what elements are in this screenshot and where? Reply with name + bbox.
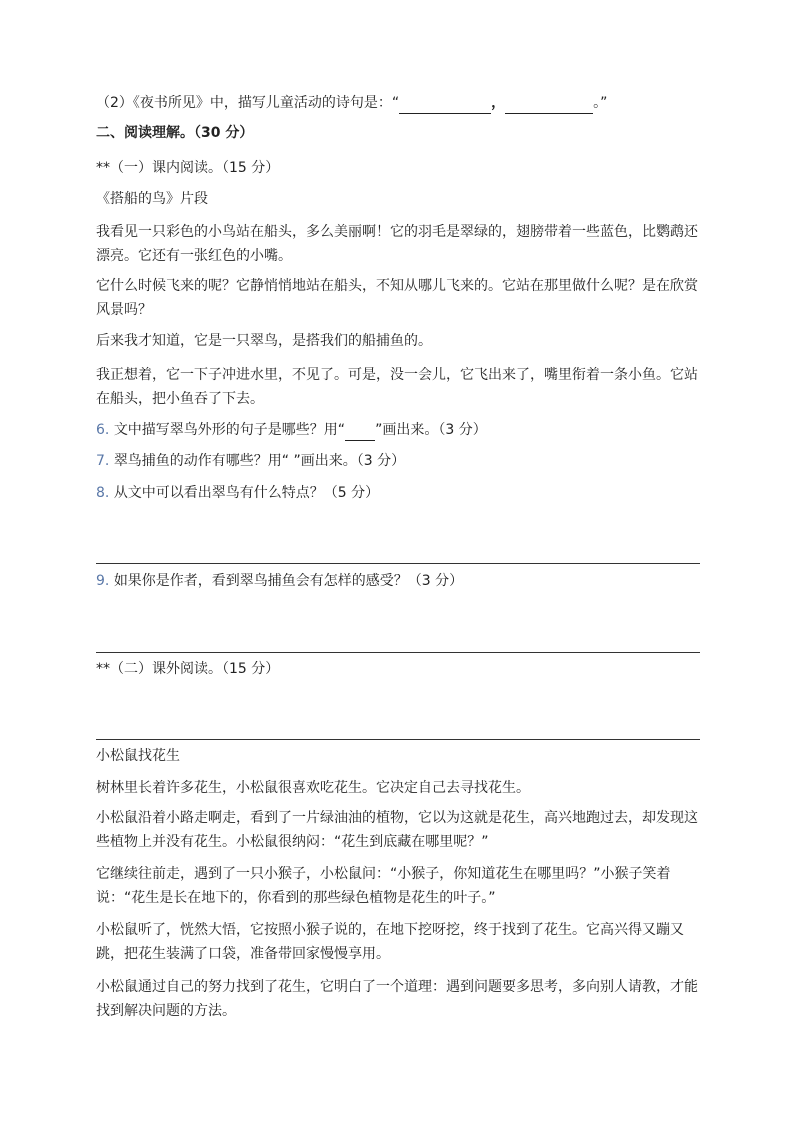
question-7-text: 翠鸟捕鱼的动作有哪些？用“ ”画出来。（3 分） — [113, 453, 406, 469]
question-8-text: 从文中可以看出翠鸟有什么特点？（5 分） — [113, 485, 380, 501]
passage-2-paragraph-5: 小松鼠通过自己的努力找到了花生，它明白了一个道理：遇到问题要多思考，多向别人请教，才能找到解决问题的方法。 — [96, 979, 698, 1019]
question-6 — [96, 419, 487, 441]
question-8-number: 8. — [96, 485, 110, 501]
question-8 — [96, 482, 379, 504]
passage-1-paragraph-3: 后来我才知道，它是一只翠鸟，是搭我们的船捕鱼的。 — [96, 333, 432, 349]
divider-line — [96, 739, 700, 740]
question-6-text-b: ”画出来。（3 分） — [375, 422, 487, 438]
section-2-title: 二、阅读理解。（30 分） — [96, 125, 254, 141]
question-2-line — [96, 92, 607, 114]
underline-mark-sample — [345, 426, 375, 441]
part-1-title: **（一）课内阅读。（15 分） — [96, 160, 280, 176]
question-9-text: 如果你是作者，看到翠鸟捕鱼会有怎样的感受？（3 分） — [113, 573, 464, 589]
question-6-text-a: 文中描写翠鸟外形的句子是哪些？用“ — [113, 422, 346, 438]
passage-1-title: 《搭船的鸟》片段 — [96, 191, 208, 207]
question-2-suffix: 。” — [593, 95, 608, 111]
question-2-prefix: （2）《夜书所见》中，描写儿童活动的诗句是：“ — [96, 95, 400, 111]
answer-blank-2[interactable] — [505, 97, 593, 114]
passage-2-paragraph-1: 树林里长着许多花生，小松鼠很喜欢吃花生。它决定自己去寻找花生。 — [96, 780, 530, 796]
question-6-number: 6. — [96, 422, 110, 438]
passage-1-paragraph-1: 我看见一只彩色的小鸟站在船头，多么美丽啊！它的羽毛是翠绿的，翅膀带着一些蓝色，比鹦鹉还漂亮。它还有一张红色的小嘴。 — [96, 224, 698, 264]
passage-2-title: 小松鼠找花生 — [96, 748, 180, 764]
question-2-comma: ， — [491, 95, 506, 111]
answer-blank-1[interactable] — [399, 97, 491, 114]
question-7 — [96, 450, 405, 472]
answer-line-question-8[interactable] — [96, 563, 700, 564]
passage-1-paragraph-4: 我正想着，它一下子冲进水里，不见了。可是，没一会儿，它飞出来了，嘴里衔着一条小鱼。它站在船头，把小鱼吞了下去。 — [96, 367, 698, 407]
question-9-number: 9. — [96, 573, 110, 589]
passage-2-paragraph-2: 小松鼠沿着小路走啊走，看到了一片绿油油的植物，它以为这就是花生，高兴地跑过去，却发现这些植物上并没有花生。小松鼠很纳闷：“花生到底藏在哪里呢？” — [96, 810, 698, 850]
passage-2-paragraph-4: 小松鼠听了，恍然大悟，它按照小猴子说的，在地下挖呀挖，终于找到了花生。它高兴得又蹦又跳，把花生装满了口袋，准备带回家慢慢享用。 — [96, 922, 684, 962]
passage-1-paragraph-2: 它什么时候飞来的呢？它静悄悄地站在船头，不知从哪儿飞来的。它站在那里做什么呢？是在欣赏风景吗？ — [96, 278, 698, 318]
passage-2-paragraph-3: 它继续往前走，遇到了一只小猴子，小松鼠问：“小猴子，你知道花生在哪里吗？”小猴子笑着说：“花生是长在地下的，你看到的那些绿色植物是花生的叶子。” — [96, 866, 671, 906]
question-7-number: 7. — [96, 453, 110, 469]
part-2-title: **（二）课外阅读。（15 分） — [96, 661, 280, 677]
question-9 — [96, 570, 463, 592]
answer-line-question-9[interactable] — [96, 652, 700, 653]
